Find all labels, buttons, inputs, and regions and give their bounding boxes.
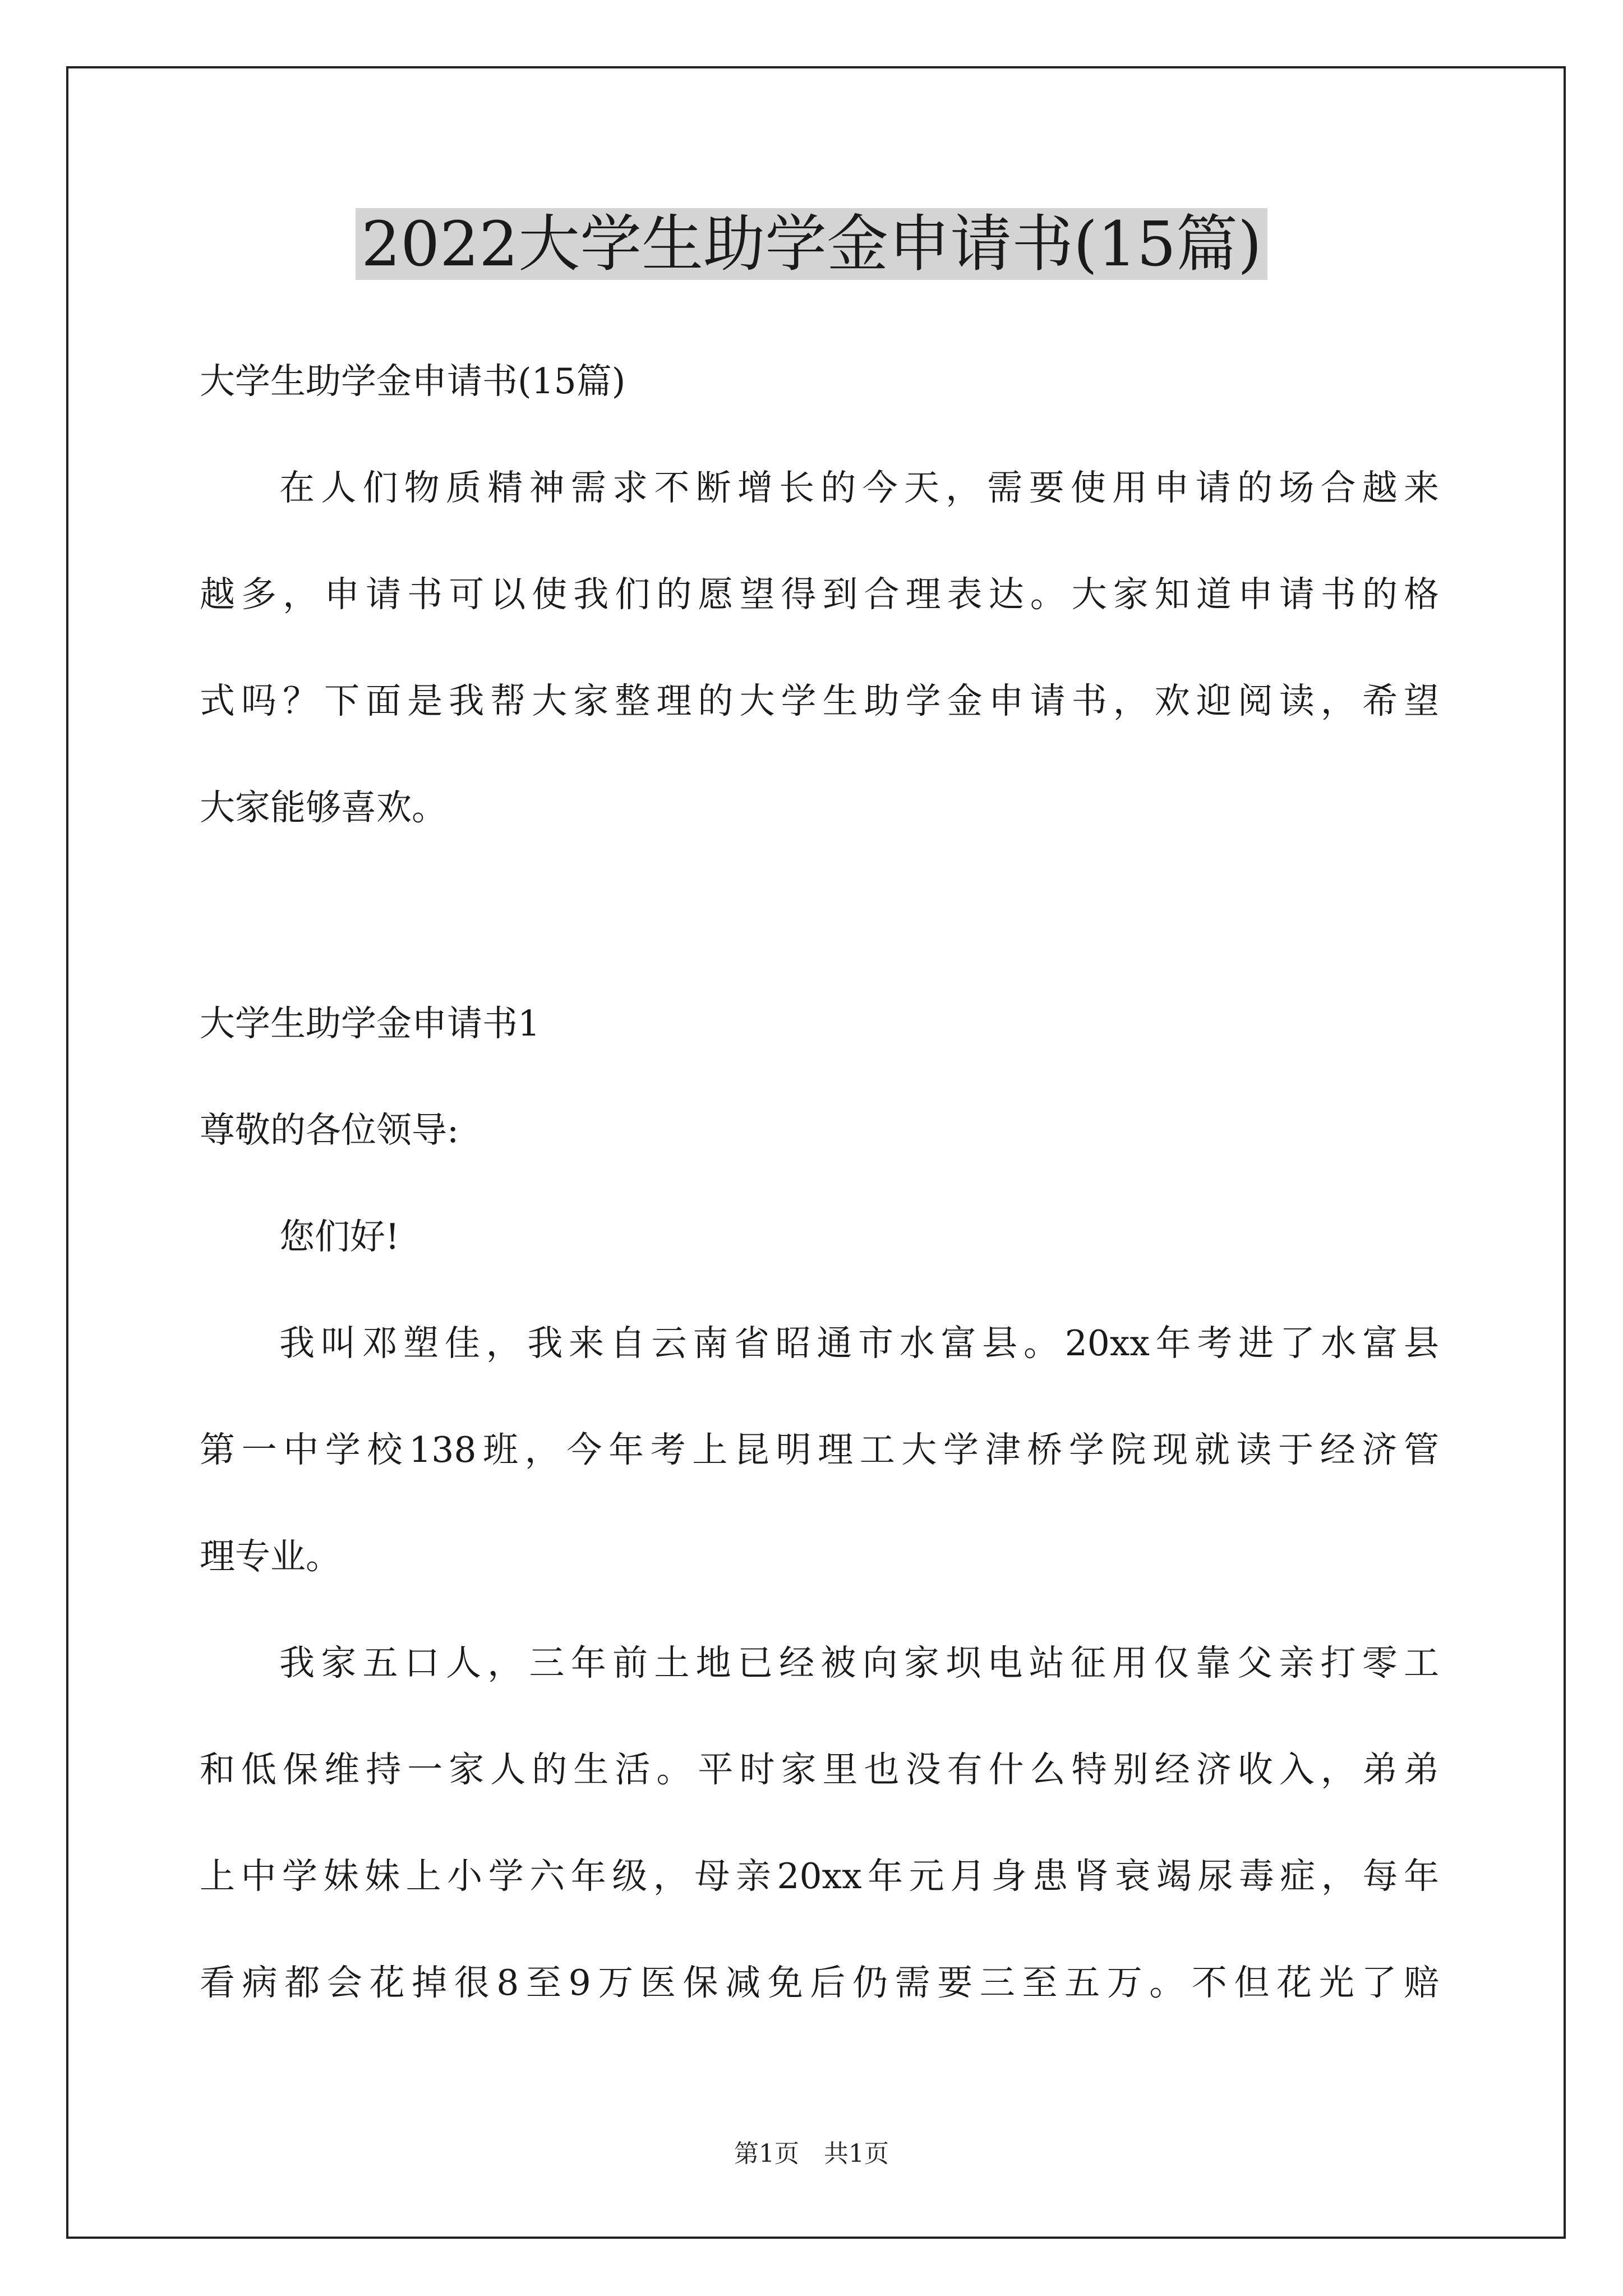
paragraph-line: 第一中学校138班，今年考上昆明理工大学津桥学院现就读于经济管	[200, 1429, 1439, 1470]
paragraph-line: 理专业。	[200, 1536, 341, 1577]
section-heading: 大学生助学金申请书1	[200, 1003, 541, 1044]
intro-line: 越多，申请书可以使我们的愿望得到合理表达。大家知道申请书的格	[200, 574, 1439, 615]
paragraph-line: 我家五口人，三年前土地已经被向家坝电站征用仅靠父亲打零工	[279, 1642, 1439, 1683]
intro-line: 式吗？下面是我帮大家整理的大学生助学金申请书，欢迎阅读，希望	[200, 680, 1439, 721]
page-footer: 第1页 共1页	[734, 2139, 889, 2168]
document-title: 2022大学生助学金申请书(15篇)	[0, 202, 1623, 286]
intro-line: 在人们物质精神需求不断增长的今天，需要使用申请的场合越来	[279, 467, 1439, 508]
salutation: 尊敬的各位领导:	[200, 1110, 459, 1151]
paragraph-line: 上中学妹妹上小学六年级，母亲20xx年元月身患肾衰竭尿毒症，每年	[200, 1856, 1439, 1897]
document-subtitle: 大学生助学金申请书(15篇)	[200, 361, 626, 402]
paragraph-line: 和低保维持一家人的生活。平时家里也没有什么特别经济收入，弟弟	[200, 1749, 1439, 1790]
paragraph-line: 我叫邓塑佳，我来自云南省昭通市水富县。20xx年考进了水富县	[279, 1323, 1439, 1364]
intro-line: 大家能够喜欢。	[200, 787, 447, 828]
greeting: 您们好!	[279, 1216, 400, 1257]
paragraph-line: 看病都会花掉很8至9万医保减免后仍需要三至五万。不但花光了赔	[200, 1962, 1439, 2003]
